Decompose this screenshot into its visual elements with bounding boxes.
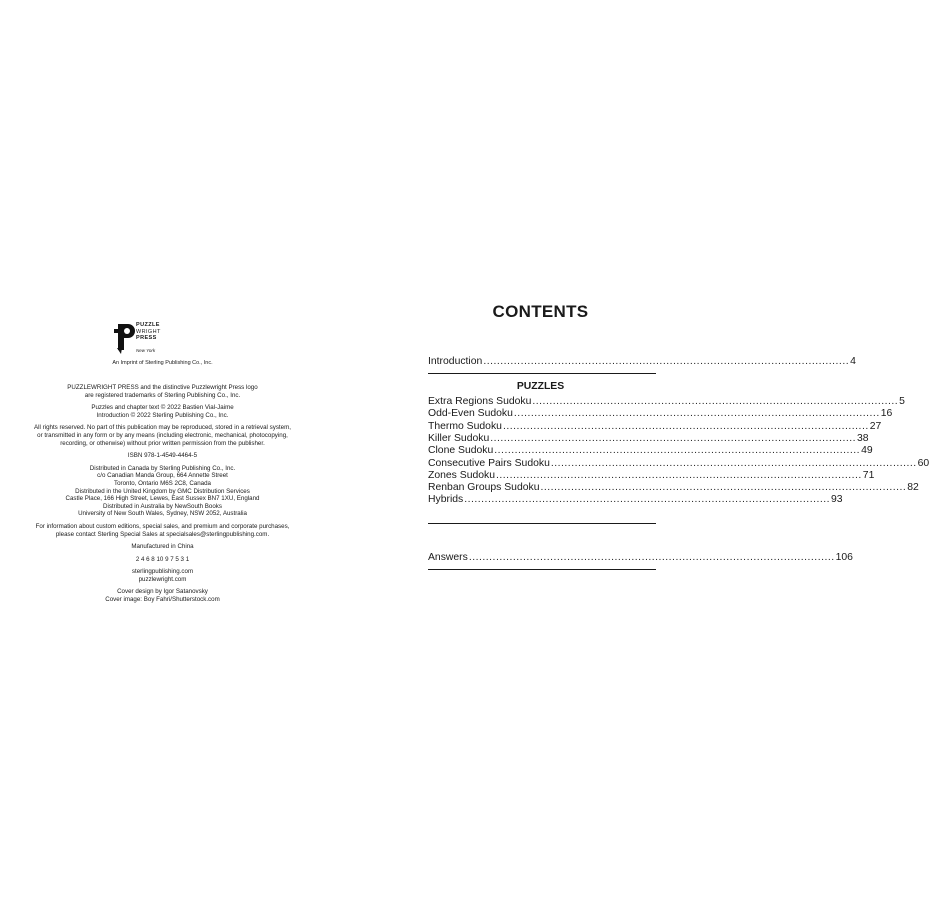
toc-entry-puzzle[interactable] bbox=[428, 408, 893, 420]
toc-entry-label: Renban Groups Sudoku bbox=[428, 482, 540, 494]
puzzles-heading: PUZZLES bbox=[516, 381, 565, 392]
toc-entry-label: Answers bbox=[428, 552, 468, 563]
toc-entry-page: 82 bbox=[907, 482, 919, 494]
toc-entry-page: 27 bbox=[869, 420, 882, 432]
publisher-logo bbox=[112, 318, 222, 362]
imprint-line: An Imprint of Sterling Publishing Co., Inc. bbox=[112, 360, 213, 366]
toc-leader-dots: ............................................................................................................ bbox=[532, 396, 899, 407]
copyright-line: Toronto, Ontario M6S 2C8, Canada bbox=[114, 479, 211, 487]
copyright-line: University of New South Wales, Sydney, NSW 2052, Australia bbox=[78, 510, 247, 518]
toc-entry-label: Consecutive Pairs Sudoku bbox=[428, 457, 550, 469]
toc-entry-label: Thermo Sudoku bbox=[428, 420, 502, 432]
toc-entry-label: Odd-Even Sudoku bbox=[428, 408, 513, 420]
toc-entry-label: Hybrids bbox=[428, 494, 464, 506]
copyright-line: 2 4 6 8 10 9 7 5 3 1 bbox=[135, 555, 190, 563]
toc-leader-dots: ............................................................................................................ bbox=[540, 482, 907, 494]
toc-leader-dots: ............................................................................................................ bbox=[490, 432, 857, 444]
copyright-line: Puzzles and chapter text © 2022 Bastien Vial-Jaime bbox=[91, 404, 234, 412]
logo-wordmark bbox=[136, 322, 161, 342]
copyright-line: Manufactured in China bbox=[131, 543, 194, 551]
toc-entry-page: 49 bbox=[861, 445, 873, 457]
copyright-line: puzzlewright.com bbox=[138, 575, 187, 583]
copyright-line: Cover design by Igor Satanovsky bbox=[117, 588, 208, 596]
toc-entry-page: 38 bbox=[857, 432, 869, 444]
toc-divider bbox=[428, 569, 656, 570]
toc-leader-dots: ............................................................................................................ bbox=[550, 457, 917, 469]
toc-divider bbox=[428, 523, 656, 524]
contents-title: CONTENTS bbox=[492, 302, 589, 321]
copyright-line: c/o Canadian Manda Group, 664 Annette Street bbox=[97, 472, 228, 480]
toc-entry-puzzle[interactable] bbox=[428, 482, 919, 494]
copyright-line: sterlingpublishing.com bbox=[131, 568, 194, 576]
toc-entry-label: Zones Sudoku bbox=[428, 469, 496, 481]
toc-entry-label: Extra Regions Sudoku bbox=[428, 396, 532, 407]
copyright-line: Introduction © 2022 Sterling Publishing Co., Inc. bbox=[96, 411, 229, 419]
toc-leader-dots: ............................................................................................................ bbox=[496, 469, 862, 481]
toc-entry-page: 16 bbox=[880, 408, 893, 420]
copyright-line: or transmitted in any form or by any means (including electronic, mechanical, photocopying, bbox=[37, 431, 288, 439]
copyright-line: ISBN 978-1-4549-4464-5 bbox=[127, 452, 198, 460]
toc-entry-label: Clone Sudoku bbox=[428, 445, 494, 457]
copyright-line: All rights reserved. No part of this publication may be reproduced, stored in a retrieval system, bbox=[34, 424, 291, 432]
toc-entry-puzzle[interactable] bbox=[428, 432, 869, 445]
toc-leader-dots: ............................................................................................................ bbox=[464, 494, 831, 506]
toc-entry-page: 106 bbox=[835, 552, 853, 563]
toc-entry-page: 71 bbox=[862, 469, 875, 481]
toc-entry-label: Killer Sudoku bbox=[428, 432, 490, 444]
copyright-line: please contact Sterling Special Sales at specialsales@sterlingpublishing.com. bbox=[55, 530, 270, 538]
logo-line-3: PRESS bbox=[136, 335, 157, 341]
copyright-line: PUZZLEWRIGHT PRESS and the distinctive Puzzlewright Press logo bbox=[67, 384, 258, 391]
toc-entry-page: 5 bbox=[899, 396, 905, 407]
logo-city: New York bbox=[136, 348, 156, 353]
logo-line-2: WRIGHT bbox=[136, 328, 161, 335]
toc-leader-dots: ............................................................................................................ bbox=[502, 420, 869, 432]
copyright-line: For information about custom editions, special sales, and premium and corporate purchases, bbox=[35, 522, 290, 530]
toc-entry-puzzle[interactable] bbox=[428, 457, 929, 470]
toc-leader-dots: ............................................................................................................ bbox=[494, 445, 861, 457]
toc-entry-page: 93 bbox=[831, 494, 843, 506]
copyright-line: recording, or otherwise) without prior written permission from the publisher. bbox=[60, 439, 265, 447]
toc-entry-puzzle[interactable] bbox=[428, 469, 875, 482]
toc-entry-puzzle[interactable] bbox=[428, 494, 843, 506]
toc-entry-puzzle[interactable] bbox=[428, 420, 882, 433]
copyright-line: Distributed in Canada by Sterling Publishing Co., Inc. bbox=[89, 464, 236, 472]
toc-entry-page: 4 bbox=[850, 356, 856, 367]
copyright-line: are registered trademarks of Sterling Publishing Co., Inc. bbox=[84, 391, 241, 399]
toc-entry-introduction[interactable] bbox=[428, 356, 856, 368]
toc-entry-puzzle[interactable] bbox=[428, 396, 905, 408]
logo-line-1: PUZZLE bbox=[136, 322, 160, 328]
toc-leader-dots: ............................................................................................................ bbox=[468, 552, 835, 563]
copyright-line: Cover image: Boy Fahri/Shutterstock.com bbox=[105, 596, 220, 604]
toc-entry-puzzle[interactable] bbox=[428, 445, 873, 457]
toc-entry-page: 60 bbox=[917, 457, 929, 469]
copyright-line: Distributed in Australia by NewSouth Books bbox=[103, 502, 222, 510]
toc-entry-answers[interactable] bbox=[428, 552, 853, 564]
toc-divider bbox=[428, 373, 656, 374]
copyright-line: Castle Place, 166 High Street, Lewes, East Sussex BN7 1XU, England bbox=[65, 495, 260, 503]
copyright-line: Distributed in the United Kingdom by GMC Distribution Services bbox=[75, 487, 250, 495]
toc-leader-dots: ............................................................................................................ bbox=[483, 356, 850, 367]
copyright-text bbox=[0, 384, 325, 604]
toc-leader-dots: ............................................................................................................ bbox=[513, 408, 880, 420]
puzzle-piece-logo-icon bbox=[112, 322, 136, 356]
toc-entry-label: Introduction bbox=[428, 356, 483, 367]
